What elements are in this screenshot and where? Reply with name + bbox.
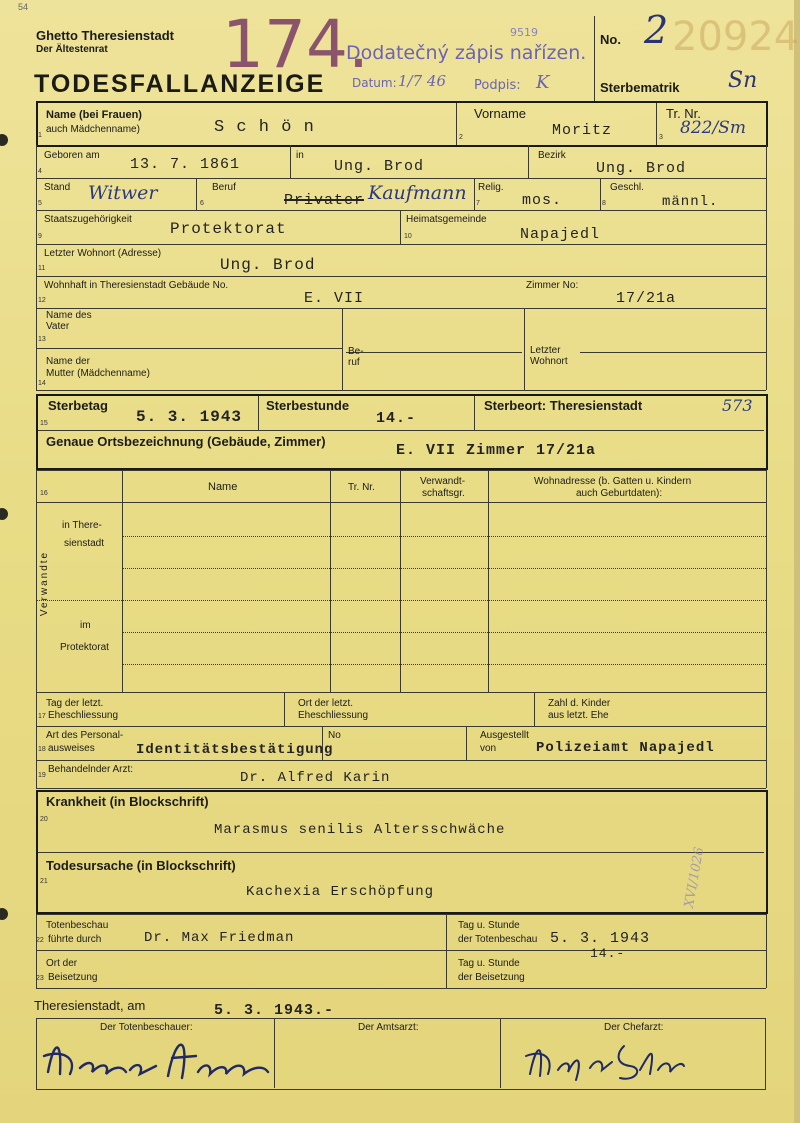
divider	[766, 914, 767, 988]
relig-label: Relig.	[478, 182, 504, 193]
signature-chefarzt	[520, 1030, 690, 1088]
stand-value: Witwer	[88, 182, 158, 204]
row-number: 22	[36, 937, 44, 944]
row-number: 11	[38, 265, 46, 272]
divider	[122, 568, 766, 569]
stamp-datum-value: 1/7 46	[398, 72, 446, 90]
divider	[36, 470, 37, 788]
signature-totenbeschauer	[40, 1032, 276, 1088]
sterbematrik-label: Sterbematrik	[600, 80, 680, 95]
geboren-value: 13. 7. 1861	[130, 156, 241, 173]
in-value: Ung. Brod	[334, 158, 425, 175]
sig-chefarzt-label: Der Chefarzt:	[604, 1022, 664, 1033]
todesursache-value: Kachexia Erschöpfung	[246, 884, 435, 900]
bezirk-label: Bezirk	[538, 150, 566, 161]
divider	[36, 348, 342, 349]
letzter-wohnort-label-2: Wohnort	[530, 356, 568, 367]
punch-hole-dot	[0, 908, 8, 920]
krankheit-value: Marasmus senilis Altersschwäche	[214, 822, 506, 838]
divider	[36, 470, 766, 471]
divider	[534, 692, 535, 726]
vater-label: Name des	[46, 310, 92, 321]
divider	[122, 470, 123, 692]
ausgestellt-value: Polizeiamt Napajedl	[536, 740, 715, 756]
divider	[36, 145, 37, 390]
totenbeschau-label: Totenbeschau	[46, 920, 109, 931]
row-number: 12	[38, 297, 46, 304]
row-number: 7	[476, 200, 480, 207]
divider	[524, 308, 525, 390]
divider	[36, 600, 766, 601]
sterbestunde-value: 14.-	[376, 410, 417, 427]
todesursache-label: Todesursache (in Blockschrift)	[46, 858, 236, 873]
zimmer-label: Zimmer No:	[526, 280, 579, 291]
ausweis-label-2: ausweises	[48, 743, 95, 754]
ehe-tag-label: Tag der letzt.	[46, 698, 104, 709]
verw-protektorat-label-2: Protektorat	[60, 642, 109, 653]
trnr-label: Tr. Nr.	[666, 106, 701, 121]
divider	[330, 470, 331, 692]
stamp-podpis-value: K	[536, 72, 550, 93]
verw-trnr-header: Tr. Nr.	[348, 482, 375, 493]
beisetzung-tag-label: Tag u. Stunde	[458, 958, 520, 969]
sterbetag-label: Sterbetag	[48, 398, 108, 413]
sterbestunde-label: Sterbestunde	[266, 398, 350, 413]
sterbematrik-value: Sn	[728, 68, 758, 93]
row-number: 21	[40, 878, 48, 885]
geboren-label: Geboren am	[44, 150, 100, 161]
divider	[400, 470, 401, 692]
ehe-ort-label-2: Eheschliessung	[298, 710, 369, 721]
kinder-label-2: aus letzt. Ehe	[548, 710, 609, 721]
in-label: in	[296, 150, 304, 161]
divider	[474, 178, 475, 210]
org-council: Der Ältestenrat	[36, 44, 108, 55]
verw-protektorat-label: im	[80, 620, 91, 631]
bezirk-value: Ung. Brod	[596, 160, 687, 177]
totenbeschau-value: Dr. Max Friedman	[144, 930, 295, 946]
wohnhaft-label: Wohnhaft in Theresienstadt Gebäude No.	[44, 280, 229, 291]
corner-mark: 54	[18, 2, 29, 12]
margin-note: XVI/1026	[681, 846, 708, 909]
arzt-label: Behandelnder Arzt:	[48, 764, 134, 775]
trnr-value: 822/Sm	[680, 118, 746, 138]
wohnort-label: Letzter Wohnort (Adresse)	[44, 248, 162, 259]
beisetzung-ort-label-2: Beisetzung	[48, 972, 98, 983]
row-number: 16	[40, 490, 48, 497]
row-number: 9	[38, 233, 42, 240]
row-number: 8	[602, 200, 606, 207]
handwritten-number: 174.	[222, 6, 369, 83]
verw-grad-header: Verwandt-	[420, 476, 466, 487]
ausweis-no-label: No	[328, 730, 341, 741]
ehe-tag-label-2: Eheschliessung	[48, 710, 119, 721]
beisetzung-tag-label-2: der Beisetzung	[458, 972, 525, 983]
divider	[36, 276, 766, 277]
divider	[36, 988, 766, 989]
divider	[474, 396, 475, 430]
name-value: S c h ö n	[214, 118, 315, 137]
totenbeschau-label-2: führte durch	[48, 934, 102, 945]
divider	[342, 308, 343, 390]
divider	[36, 502, 766, 503]
row-number: 23	[36, 975, 44, 982]
row-number: 19	[38, 772, 46, 779]
divider	[466, 726, 467, 760]
sterbeort-mark: 573	[722, 396, 753, 415]
beruf-value-struck: Privater	[284, 192, 365, 209]
stamp-number: 9519	[510, 26, 538, 39]
divider	[500, 1018, 501, 1088]
divider	[36, 914, 766, 915]
divider	[36, 390, 766, 391]
verw-theresienstadt-label: in There-	[62, 520, 102, 531]
divider	[766, 145, 767, 390]
ausgestellt-label-2: von	[480, 743, 497, 754]
verwandte-vertical-label: Verwandte	[39, 550, 51, 617]
beisetzung-ort-label: Ort der	[46, 958, 78, 969]
paper-edge	[794, 0, 800, 1123]
beruf2-label: Be-	[348, 346, 364, 357]
wohnort-value: Ung. Brod	[220, 256, 316, 274]
divider	[580, 352, 766, 353]
divider	[36, 308, 766, 309]
row-number: 13	[38, 336, 46, 343]
sig-amtsarzt-label: Der Amtsarzt:	[358, 1022, 419, 1033]
divider	[600, 178, 601, 210]
divider	[528, 145, 529, 178]
vorname-value: Moritz	[552, 122, 613, 139]
sig-totenbeschauer-label: Der Totenbeschauer:	[100, 1022, 193, 1033]
header-divider	[594, 16, 595, 102]
heimat-label: Heimatsgemeinde	[406, 214, 487, 225]
faded-number: 20924	[672, 14, 800, 60]
sterbeort-label: Sterbeort: Theresienstadt	[484, 398, 643, 413]
wohnhaft-value: E. VII	[304, 290, 365, 307]
row-number: 5	[38, 200, 42, 207]
divider	[36, 178, 766, 179]
punch-hole-dot	[0, 508, 8, 520]
row-number: 2	[459, 134, 463, 141]
row-number: 17	[38, 713, 46, 720]
staat-label: Staatszugehörigkeit	[44, 214, 132, 225]
ortsbez-label: Genaue Ortsbezeichnung (Gebäude, Zimmer)	[46, 434, 326, 449]
divider	[36, 950, 766, 951]
totenbeschau-tag-label-2: der Totenbeschau	[458, 934, 538, 945]
divider	[36, 244, 766, 245]
name-label-2: auch Mädchenname)	[46, 124, 140, 135]
row-number: 6	[200, 200, 204, 207]
row-number: 10	[404, 233, 412, 240]
relig-value: mos.	[522, 192, 563, 209]
divider	[290, 145, 291, 178]
row-number: 4	[38, 168, 42, 175]
row-number: 14	[38, 380, 46, 387]
stamp-podpis-label: Podpis:	[474, 78, 521, 93]
krankheit-label: Krankheit (in Blockschrift)	[46, 794, 209, 809]
geschl-label: Geschl.	[610, 182, 644, 193]
row-number: 15	[40, 420, 48, 427]
mutter-label-2: Mutter (Mädchenname)	[46, 368, 150, 379]
totenbeschau-tag-label: Tag u. Stunde	[458, 920, 520, 931]
stamp-datum-label: Datum:	[352, 76, 397, 90]
divider	[258, 396, 259, 430]
kinder-label: Zahl d. Kinder	[548, 698, 611, 709]
divider	[284, 692, 285, 726]
geschl-value: männl.	[662, 194, 719, 210]
divider	[346, 352, 522, 353]
ausweis-value: Identitätsbestätigung	[136, 742, 334, 758]
divider	[488, 470, 489, 692]
vater-label-2: Vater	[46, 321, 70, 332]
place-date-value: 5. 3. 1943.-	[214, 1002, 335, 1019]
name-label: Name (bei Frauen)	[46, 109, 142, 121]
verw-adresse-header: Wohnadresse (b. Gatten u. Kindern	[534, 476, 692, 487]
totenbeschau-stunde-value: 14.-	[590, 946, 626, 961]
punch-hole-dot	[0, 134, 8, 146]
divider	[656, 103, 657, 145]
zimmer-value: 17/21a	[616, 290, 677, 307]
row-number: 3	[659, 134, 663, 141]
heimat-value: Napajedl	[520, 226, 601, 243]
arzt-value: Dr. Alfred Karin	[240, 770, 391, 786]
sterbetag-value: 5. 3. 1943	[136, 408, 243, 426]
ausgestellt-label: Ausgestellt	[480, 730, 529, 741]
divider	[400, 210, 401, 244]
verw-theresienstadt-label-2: sienstadt	[64, 538, 105, 549]
divider	[196, 178, 197, 210]
divider	[36, 210, 766, 211]
row-number: 18	[38, 746, 46, 753]
stamp-text: Dodatečný zápis nařízen.	[346, 42, 587, 64]
stand-label: Stand	[44, 182, 71, 193]
divider	[456, 103, 457, 145]
beruf2-label-2: ruf	[348, 357, 360, 368]
totenbeschau-tag-value: 5. 3. 1943	[550, 930, 651, 947]
verw-name-header: Name	[208, 481, 238, 493]
staat-value: Protektorat	[170, 220, 287, 238]
divider	[122, 632, 766, 633]
beruf-label: Beruf	[212, 182, 236, 193]
no-label: No.	[600, 32, 621, 47]
verw-grad-header-2: schaftsgr.	[422, 488, 465, 499]
divider	[38, 430, 764, 431]
divider	[122, 664, 766, 665]
row-number: 20	[40, 816, 48, 823]
divider	[446, 914, 447, 988]
divider	[122, 536, 766, 537]
mutter-label: Name der	[46, 356, 90, 367]
place-date-label: Theresienstadt, am	[34, 998, 146, 1013]
vorname-label: Vorname	[474, 106, 527, 121]
ausweis-label: Art des Personal-	[46, 730, 124, 741]
letzter-wohnort-label: Letzter	[530, 345, 561, 356]
divider	[36, 726, 766, 727]
divider	[766, 470, 767, 788]
form-title: TODESFALLANZEIGE	[34, 70, 326, 98]
no-value: 2	[644, 8, 669, 52]
divider	[36, 788, 766, 789]
verw-adresse-header-2: auch Geburtdaten):	[576, 488, 663, 499]
org-name: Ghetto Theresienstadt	[36, 28, 174, 43]
divider	[36, 692, 766, 693]
divider	[36, 760, 766, 761]
divider	[38, 852, 764, 853]
ortsbez-value: E. VII Zimmer 17/21a	[396, 442, 597, 459]
beruf-value: Kaufmann	[368, 182, 467, 204]
ehe-ort-label: Ort der letzt.	[298, 698, 354, 709]
row-number: 1	[38, 132, 42, 139]
